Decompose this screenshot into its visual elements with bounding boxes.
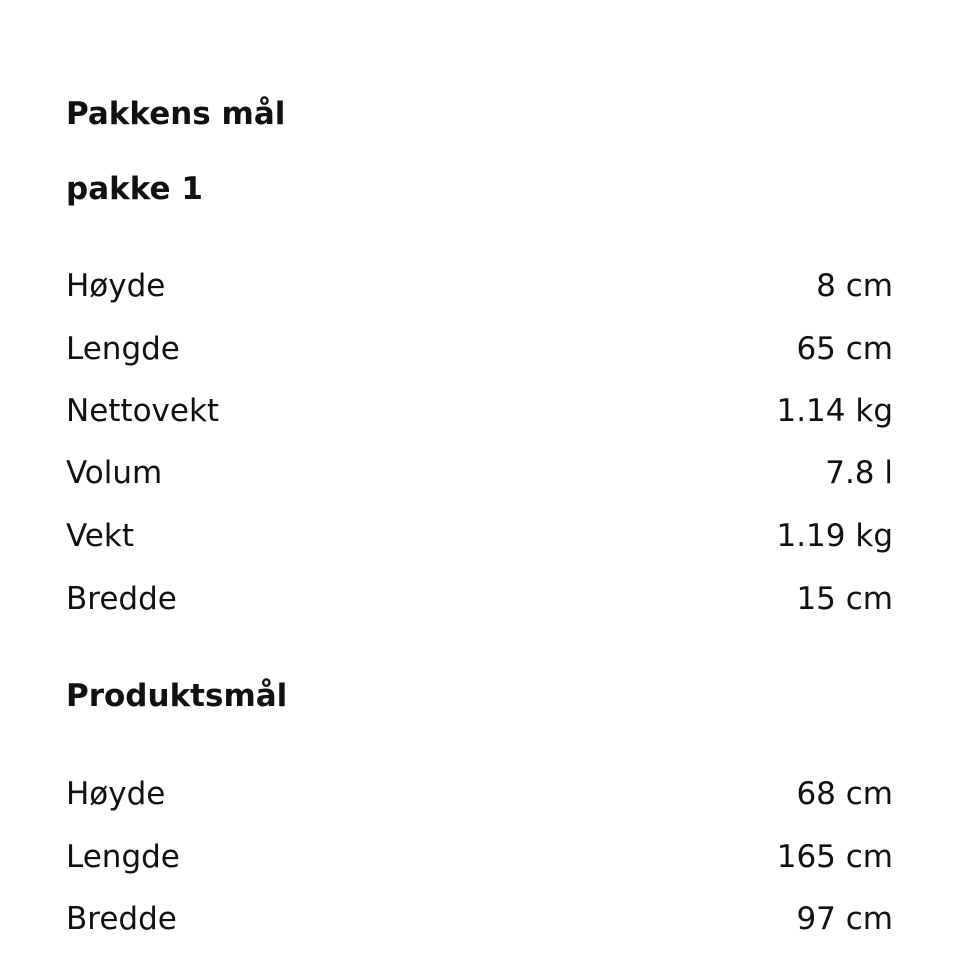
package-row-net-weight xyxy=(66,389,893,433)
row-value: 15 cm xyxy=(796,581,893,617)
product-row-length xyxy=(66,835,893,879)
row-value: 1.14 kg xyxy=(776,393,893,429)
package-row-width xyxy=(66,577,893,621)
package-row-volume xyxy=(66,451,893,495)
row-value: 8 cm xyxy=(816,268,893,304)
row-value: 165 cm xyxy=(776,839,893,875)
product-row-width xyxy=(66,897,893,941)
product-dimensions-heading: Produktsmål xyxy=(66,678,288,714)
row-value: 7.8 l xyxy=(825,455,893,491)
row-value: 68 cm xyxy=(796,776,893,812)
row-label: Høyde xyxy=(66,268,166,304)
row-label: Bredde xyxy=(66,901,177,937)
row-value: 1.19 kg xyxy=(776,518,893,554)
package-row-weight xyxy=(66,514,893,558)
row-label: Høyde xyxy=(66,776,166,812)
product-row-height xyxy=(66,772,893,816)
package-row-height xyxy=(66,264,893,308)
row-value: 65 cm xyxy=(796,331,893,367)
row-label: Bredde xyxy=(66,581,177,617)
row-label: Lengde xyxy=(66,839,180,875)
row-label: Lengde xyxy=(66,331,180,367)
row-label: Nettovekt xyxy=(66,393,220,429)
row-label: Vekt xyxy=(66,518,134,554)
package-row-length xyxy=(66,327,893,371)
package-dimensions-heading: Pakkens mål xyxy=(66,96,286,132)
row-value: 97 cm xyxy=(796,901,893,937)
row-label: Volum xyxy=(66,455,163,491)
package-number-label: pakke 1 xyxy=(66,171,203,207)
